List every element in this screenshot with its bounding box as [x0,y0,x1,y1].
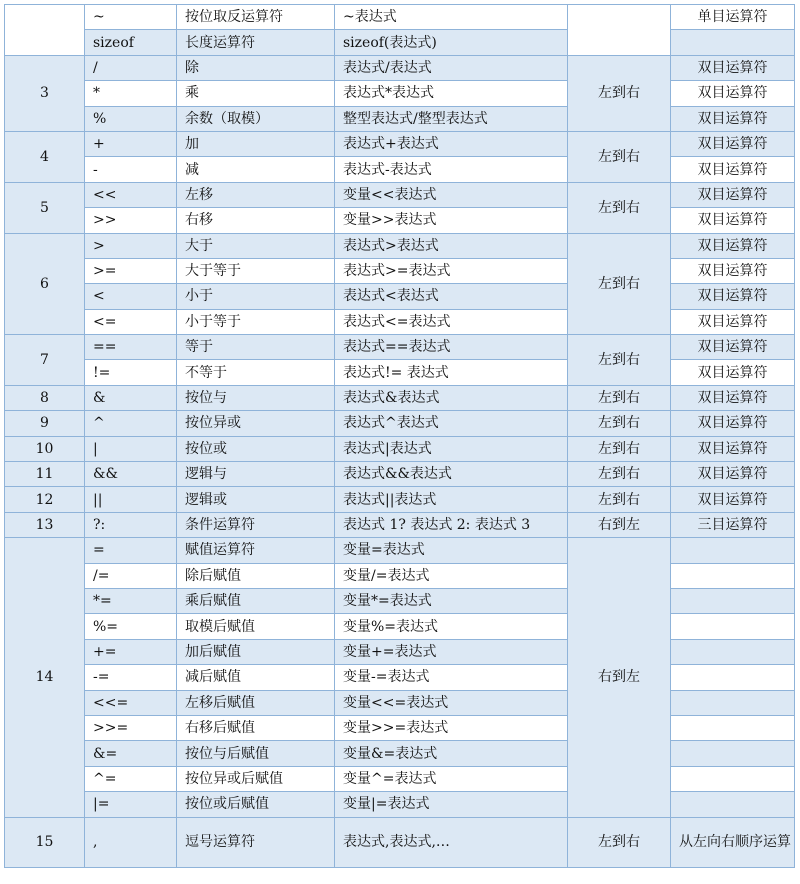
kind-cell [671,614,795,639]
name-cell: 按位或后赋值 [177,792,335,817]
kind-cell: 双目运算符 [671,360,795,385]
table-row [5,182,795,207]
table-row [5,792,795,817]
kind-cell: 双目运算符 [671,208,795,233]
kind-cell [671,766,795,791]
operator-cell: < [85,284,177,309]
name-cell: 按位或 [177,436,335,461]
operator-cell: << [85,182,177,207]
operator-cell: >= [85,258,177,283]
kind-cell: 双目运算符 [671,81,795,106]
table-row [5,715,795,740]
operator-cell: == [85,335,177,360]
operator-cell: /= [85,563,177,588]
assoc-cell: 左到右 [568,55,671,131]
level-cell: 8 [5,385,85,410]
name-cell: 右移后赋值 [177,715,335,740]
table-body [5,5,795,868]
name-cell: 乘后赋值 [177,588,335,613]
name-cell: 逗号运算符 [177,817,335,867]
assoc-cell: 右到左 [568,512,671,537]
table-row [5,5,795,30]
name-cell: 不等于 [177,360,335,385]
operator-cell: |= [85,792,177,817]
operator-cell: &= [85,741,177,766]
form-cell: 表达式&&表达式 [335,462,568,487]
name-cell: 减 [177,157,335,182]
assoc-cell: 左到右 [568,411,671,436]
name-cell: 大于 [177,233,335,258]
form-cell: 表达式,表达式,… [335,817,568,867]
table-row [5,258,795,283]
name-cell: 小于 [177,284,335,309]
table-row [5,411,795,436]
form-cell: 变量%=表达式 [335,614,568,639]
table-row [5,639,795,664]
operator-cell: % [85,106,177,131]
form-cell: 表达式-表达式 [335,157,568,182]
kind-cell [671,792,795,817]
assoc-cell: 左到右 [568,487,671,512]
table-row [5,309,795,334]
form-cell: 表达式>=表达式 [335,258,568,283]
kind-cell [671,588,795,613]
table-row [5,131,795,156]
table-row [5,233,795,258]
assoc-cell: 左到右 [568,131,671,182]
form-cell: 表达式 1? 表达式 2: 表达式 3 [335,512,568,537]
form-cell: 变量>>=表达式 [335,715,568,740]
kind-cell: 双目运算符 [671,487,795,512]
kind-cell: 双目运算符 [671,436,795,461]
operator-cell: || [85,487,177,512]
kind-cell: 三目运算符 [671,512,795,537]
assoc-cell: 左到右 [568,335,671,386]
kind-cell: 双目运算符 [671,233,795,258]
name-cell: 按位异或 [177,411,335,436]
table-row [5,360,795,385]
operator-cell: sizeof [85,30,177,55]
level-cell: 14 [5,538,85,817]
kind-cell: 双目运算符 [671,131,795,156]
kind-cell: 双目运算符 [671,309,795,334]
form-cell: 表达式&表达式 [335,385,568,410]
name-cell: 左移 [177,182,335,207]
kind-cell: 双目运算符 [671,258,795,283]
table-row [5,563,795,588]
name-cell: 按位取反运算符 [177,5,335,30]
form-cell: 变量<<=表达式 [335,690,568,715]
table-row [5,436,795,461]
operator-cell: & [85,385,177,410]
name-cell: 等于 [177,335,335,360]
kind-cell [671,741,795,766]
table-row [5,284,795,309]
assoc-cell: 左到右 [568,182,671,233]
kind-cell: 双目运算符 [671,284,795,309]
name-cell: 加后赋值 [177,639,335,664]
assoc-cell: 左到右 [568,436,671,461]
table-row [5,55,795,80]
name-cell: 除 [177,55,335,80]
form-cell: 表达式/表达式 [335,55,568,80]
name-cell: 按位与后赋值 [177,741,335,766]
table-row [5,81,795,106]
name-cell: 大于等于 [177,258,335,283]
kind-cell [671,715,795,740]
level-cell: 5 [5,182,85,233]
kind-cell: 双目运算符 [671,385,795,410]
level-cell: 3 [5,55,85,131]
name-cell: 赋值运算符 [177,538,335,563]
kind-cell: 双目运算符 [671,335,795,360]
name-cell: 除后赋值 [177,563,335,588]
name-cell: 按位异或后赋值 [177,766,335,791]
table-row [5,538,795,563]
form-cell: 表达式<=表达式 [335,309,568,334]
table-row [5,512,795,537]
operator-cell: * [85,81,177,106]
assoc-cell: 左到右 [568,462,671,487]
assoc-cell: 左到右 [568,817,671,867]
table-row [5,588,795,613]
assoc-cell: 右到左 [568,538,671,817]
name-cell: 小于等于 [177,309,335,334]
form-cell: 变量=表达式 [335,538,568,563]
operator-cell: && [85,462,177,487]
kind-cell: 双目运算符 [671,411,795,436]
operator-cell: ^= [85,766,177,791]
level-cell: 12 [5,487,85,512]
form-cell: sizeof(表达式) [335,30,568,55]
operator-cell: - [85,157,177,182]
name-cell: 逻辑与 [177,462,335,487]
form-cell: 变量<<表达式 [335,182,568,207]
form-cell: 表达式!= 表达式 [335,360,568,385]
level-cell [5,5,85,56]
form-cell: 表达式>表达式 [335,233,568,258]
form-cell: 变量/=表达式 [335,563,568,588]
kind-cell [671,690,795,715]
table-row [5,208,795,233]
name-cell: 逻辑或 [177,487,335,512]
table-row [5,690,795,715]
level-cell: 4 [5,131,85,182]
assoc-cell [568,5,671,56]
operator-cell: ^ [85,411,177,436]
form-cell: 整型表达式/整型表达式 [335,106,568,131]
name-cell: 减后赋值 [177,665,335,690]
kind-cell [671,30,795,55]
operator-cell: <= [85,309,177,334]
operator-cell: ~ [85,5,177,30]
kind-cell [671,563,795,588]
operator-cell: != [85,360,177,385]
assoc-cell: 左到右 [568,233,671,335]
operator-cell: <<= [85,690,177,715]
form-cell: ~表达式 [335,5,568,30]
kind-cell: 双目运算符 [671,55,795,80]
kind-cell [671,639,795,664]
kind-cell [671,665,795,690]
table-row [5,335,795,360]
level-cell: 7 [5,335,85,386]
kind-cell: 双目运算符 [671,106,795,131]
kind-cell: 单目运算符 [671,5,795,30]
table-row [5,766,795,791]
name-cell: 条件运算符 [177,512,335,537]
operator-cell: + [85,131,177,156]
form-cell: 变量|=表达式 [335,792,568,817]
form-cell: 表达式^表达式 [335,411,568,436]
level-cell: 6 [5,233,85,335]
form-cell: 变量>>表达式 [335,208,568,233]
form-cell: 表达式<表达式 [335,284,568,309]
operator-cell: >>= [85,715,177,740]
table-row [5,741,795,766]
table-row [5,106,795,131]
operator-cell: > [85,233,177,258]
operator-cell: *= [85,588,177,613]
operator-cell: = [85,538,177,563]
name-cell: 乘 [177,81,335,106]
form-cell: 变量-=表达式 [335,665,568,690]
form-cell: 表达式==表达式 [335,335,568,360]
table-row [5,30,795,55]
operator-cell: >> [85,208,177,233]
form-cell: 变量*=表达式 [335,588,568,613]
operator-precedence-table [4,4,795,868]
operator-cell: | [85,436,177,461]
operator-cell: ?: [85,512,177,537]
kind-cell [671,538,795,563]
table-row [5,665,795,690]
operator-cell: += [85,639,177,664]
level-cell: 15 [5,817,85,867]
level-cell: 11 [5,462,85,487]
form-cell: 变量&=表达式 [335,741,568,766]
form-cell: 表达式+表达式 [335,131,568,156]
name-cell: 加 [177,131,335,156]
form-cell: 表达式|表达式 [335,436,568,461]
level-cell: 9 [5,411,85,436]
level-cell: 13 [5,512,85,537]
kind-cell: 双目运算符 [671,462,795,487]
name-cell: 左移后赋值 [177,690,335,715]
form-cell: 变量^=表达式 [335,766,568,791]
table-row [5,462,795,487]
kind-cell: 双目运算符 [671,182,795,207]
table-row [5,817,795,867]
assoc-cell: 左到右 [568,385,671,410]
operator-cell: %= [85,614,177,639]
table-row [5,385,795,410]
kind-cell: 双目运算符 [671,157,795,182]
operator-cell: , [85,817,177,867]
name-cell: 按位与 [177,385,335,410]
form-cell: 表达式||表达式 [335,487,568,512]
name-cell: 余数（取模） [177,106,335,131]
name-cell: 取模后赋值 [177,614,335,639]
form-cell: 变量+=表达式 [335,639,568,664]
name-cell: 右移 [177,208,335,233]
table-row [5,157,795,182]
table-row [5,487,795,512]
operator-cell: / [85,55,177,80]
operator-cell: -= [85,665,177,690]
level-cell: 10 [5,436,85,461]
kind-cell: 从左向右顺序运算 [671,817,795,867]
form-cell: 表达式*表达式 [335,81,568,106]
table-row [5,614,795,639]
name-cell: 长度运算符 [177,30,335,55]
